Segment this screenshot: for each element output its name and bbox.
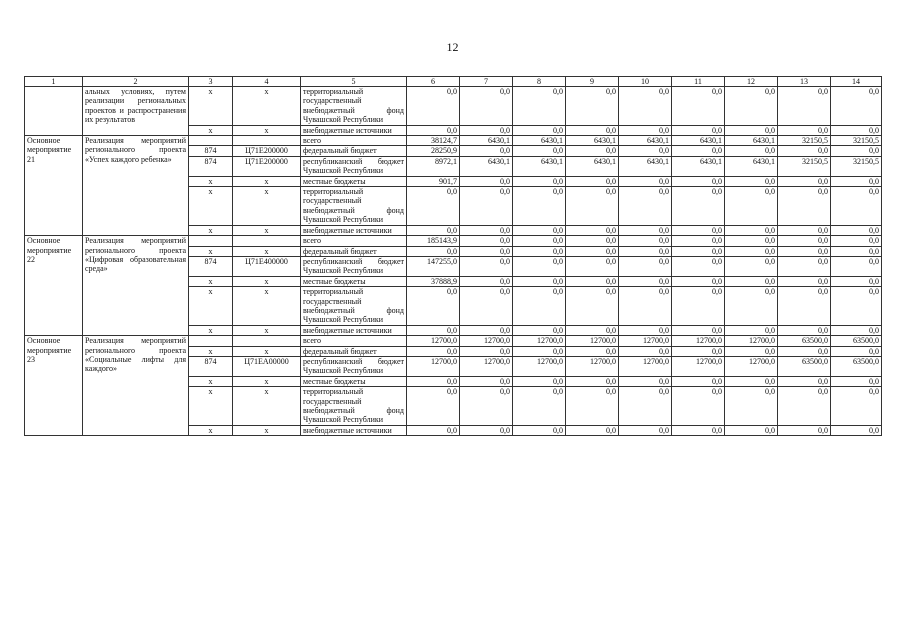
amount-cell: 6430,1 — [566, 136, 619, 146]
amount-cell: 0,0 — [672, 146, 725, 156]
amount-cell: 6430,1 — [619, 136, 672, 146]
funding-source: федеральный бюджет — [301, 346, 407, 356]
amount-cell: 0,0 — [566, 236, 619, 246]
amount-cell: 0,0 — [725, 346, 778, 356]
amount-cell: 12700,0 — [672, 336, 725, 346]
amount-cell: 6430,1 — [619, 156, 672, 176]
amount-cell: 6430,1 — [460, 136, 513, 146]
amount-cell: 6430,1 — [460, 156, 513, 176]
funding-source: территориальный государственный внебюджетный фонд Чувашской Республики — [301, 287, 407, 326]
amount-cell: 0,0 — [778, 146, 831, 156]
amount-cell: 0,0 — [566, 425, 619, 435]
grbs-code: x — [189, 176, 233, 186]
amount-cell: 0,0 — [407, 246, 460, 256]
amount-cell: 0,0 — [513, 325, 566, 335]
event-status: Основное мероприятие 22 — [25, 236, 83, 336]
amount-cell: 0,0 — [460, 346, 513, 356]
budget-classification-code: x — [233, 376, 301, 386]
amount-cell: 0,0 — [619, 246, 672, 256]
budget-classification-code: Ц71Е400000 — [233, 256, 301, 276]
grbs-code: x — [189, 187, 233, 226]
amount-cell: 63500,0 — [778, 336, 831, 346]
amount-cell: 12700,0 — [407, 356, 460, 376]
budget-classification-code — [233, 136, 301, 146]
amount-cell: 0,0 — [619, 225, 672, 235]
funding-source: республиканский бюджет Чувашской Республики — [301, 156, 407, 176]
amount-cell: 0,0 — [672, 376, 725, 386]
amount-cell: 0,0 — [778, 346, 831, 356]
amount-cell: 0,0 — [460, 425, 513, 435]
amount-cell: 0,0 — [407, 376, 460, 386]
funding-source: всего — [301, 136, 407, 146]
amount-cell: 0,0 — [513, 387, 566, 426]
amount-cell: 0,0 — [407, 125, 460, 135]
budget-classification-code: x — [233, 387, 301, 426]
amount-cell: 0,0 — [672, 387, 725, 426]
grbs-code — [189, 336, 233, 346]
amount-cell: 0,0 — [778, 87, 831, 126]
grbs-code: x — [189, 125, 233, 135]
amount-cell: 6430,1 — [672, 156, 725, 176]
amount-cell: 0,0 — [460, 187, 513, 226]
budget-classification-code — [233, 336, 301, 346]
amount-cell: 0,0 — [619, 387, 672, 426]
amount-cell: 32150,5 — [831, 156, 882, 176]
amount-cell: 12700,0 — [407, 336, 460, 346]
amount-cell: 0,0 — [831, 256, 882, 276]
amount-cell: 12700,0 — [619, 356, 672, 376]
grbs-code — [189, 136, 233, 146]
budget-table — [24, 76, 882, 436]
column-header: 4 — [233, 77, 301, 87]
event-status: Основное мероприятие 23 — [25, 336, 83, 436]
event-description: Реализация мероприятий регионального проекта «Цифровая образовательная среда» — [83, 236, 189, 336]
amount-cell: 0,0 — [513, 287, 566, 326]
budget-classification-code: Ц71Е200000 — [233, 146, 301, 156]
amount-cell: 6430,1 — [513, 136, 566, 146]
budget-classification-code: x — [233, 246, 301, 256]
amount-cell: 6430,1 — [566, 156, 619, 176]
budget-classification-code: x — [233, 225, 301, 235]
amount-cell: 0,0 — [460, 276, 513, 286]
amount-cell: 63500,0 — [831, 356, 882, 376]
amount-cell: 0,0 — [725, 125, 778, 135]
amount-cell: 0,0 — [725, 176, 778, 186]
amount-cell: 0,0 — [566, 246, 619, 256]
amount-cell: 6430,1 — [725, 156, 778, 176]
table-row — [25, 136, 882, 146]
table-row — [25, 236, 882, 246]
column-header: 14 — [831, 77, 882, 87]
amount-cell: 0,0 — [513, 87, 566, 126]
grbs-code: x — [189, 287, 233, 326]
funding-source: местные бюджеты — [301, 176, 407, 186]
grbs-code: x — [189, 225, 233, 235]
amount-cell: 0,0 — [619, 256, 672, 276]
column-header: 1 — [25, 77, 83, 87]
amount-cell: 0,0 — [407, 287, 460, 326]
funding-source: всего — [301, 236, 407, 246]
budget-classification-code: x — [233, 87, 301, 126]
event-description: Реализация мероприятий регионального проекта «Успех каждого ребенка» — [83, 136, 189, 236]
amount-cell: 0,0 — [566, 376, 619, 386]
funding-source: республиканский бюджет Чувашской Республики — [301, 356, 407, 376]
amount-cell: 6430,1 — [513, 156, 566, 176]
amount-cell: 0,0 — [460, 225, 513, 235]
budget-classification-code: x — [233, 325, 301, 335]
amount-cell: 0,0 — [513, 187, 566, 226]
amount-cell: 0,0 — [725, 225, 778, 235]
amount-cell: 0,0 — [513, 236, 566, 246]
budget-classification-code: x — [233, 125, 301, 135]
amount-cell: 0,0 — [778, 236, 831, 246]
event-description: Реализация мероприятий регионального проекта «Социальные лифты для каждого» — [83, 336, 189, 436]
amount-cell: 0,0 — [407, 187, 460, 226]
amount-cell: 0,0 — [460, 176, 513, 186]
amount-cell: 0,0 — [778, 325, 831, 335]
amount-cell: 0,0 — [460, 325, 513, 335]
event-status: Основное мероприятие 21 — [25, 136, 83, 236]
amount-cell: 0,0 — [407, 225, 460, 235]
funding-source: федеральный бюджет — [301, 146, 407, 156]
amount-cell: 0,0 — [672, 287, 725, 326]
amount-cell: 0,0 — [513, 376, 566, 386]
table-row — [25, 87, 882, 126]
amount-cell: 0,0 — [619, 87, 672, 126]
column-header: 8 — [513, 77, 566, 87]
amount-cell: 37888,9 — [407, 276, 460, 286]
amount-cell: 0,0 — [619, 176, 672, 186]
amount-cell: 0,0 — [778, 246, 831, 256]
grbs-code: x — [189, 276, 233, 286]
amount-cell: 0,0 — [407, 346, 460, 356]
amount-cell: 0,0 — [619, 125, 672, 135]
amount-cell: 0,0 — [778, 125, 831, 135]
amount-cell: 0,0 — [831, 276, 882, 286]
amount-cell: 0,0 — [725, 376, 778, 386]
amount-cell: 0,0 — [619, 376, 672, 386]
grbs-code: x — [189, 87, 233, 126]
column-header: 3 — [189, 77, 233, 87]
amount-cell: 0,0 — [460, 387, 513, 426]
header-row — [25, 77, 882, 87]
grbs-code: x — [189, 325, 233, 335]
amount-cell: 0,0 — [725, 236, 778, 246]
amount-cell: 6430,1 — [672, 136, 725, 146]
amount-cell: 0,0 — [407, 425, 460, 435]
grbs-code: x — [189, 425, 233, 435]
amount-cell: 0,0 — [513, 225, 566, 235]
amount-cell: 0,0 — [513, 256, 566, 276]
amount-cell: 12700,0 — [460, 356, 513, 376]
amount-cell: 0,0 — [460, 87, 513, 126]
amount-cell: 0,0 — [725, 246, 778, 256]
amount-cell: 0,0 — [831, 376, 882, 386]
amount-cell: 32150,5 — [831, 136, 882, 146]
amount-cell: 0,0 — [566, 225, 619, 235]
amount-cell: 0,0 — [831, 87, 882, 126]
budget-classification-code: x — [233, 425, 301, 435]
amount-cell: 0,0 — [460, 125, 513, 135]
grbs-code: 874 — [189, 256, 233, 276]
amount-cell: 0,0 — [460, 287, 513, 326]
amount-cell: 0,0 — [725, 256, 778, 276]
funding-source: внебюджетные источники — [301, 425, 407, 435]
amount-cell: 0,0 — [513, 246, 566, 256]
amount-cell: 0,0 — [831, 287, 882, 326]
amount-cell: 12700,0 — [566, 356, 619, 376]
amount-cell: 0,0 — [672, 346, 725, 356]
amount-cell: 12700,0 — [672, 356, 725, 376]
column-header: 6 — [407, 77, 460, 87]
funding-source: местные бюджеты — [301, 276, 407, 286]
amount-cell: 0,0 — [566, 346, 619, 356]
grbs-code: 874 — [189, 156, 233, 176]
amount-cell: 0,0 — [513, 346, 566, 356]
amount-cell: 0,0 — [460, 246, 513, 256]
amount-cell: 0,0 — [513, 125, 566, 135]
amount-cell: 0,0 — [672, 236, 725, 246]
funding-source: республиканский бюджет Чувашской Республики — [301, 256, 407, 276]
grbs-code: x — [189, 246, 233, 256]
funding-source: внебюджетные источники — [301, 225, 407, 235]
amount-cell: 0,0 — [619, 287, 672, 326]
budget-classification-code: Ц71Е200000 — [233, 156, 301, 176]
column-header: 9 — [566, 77, 619, 87]
amount-cell: 0,0 — [672, 256, 725, 276]
column-header: 2 — [83, 77, 189, 87]
funding-source: территориальный государственный внебюджетный фонд Чувашской Республики — [301, 87, 407, 126]
funding-source: территориальный государственный внебюджетный фонд Чувашской Республики — [301, 187, 407, 226]
amount-cell: 0,0 — [513, 276, 566, 286]
amount-cell: 38124,7 — [407, 136, 460, 146]
amount-cell: 0,0 — [672, 176, 725, 186]
amount-cell: 0,0 — [619, 346, 672, 356]
grbs-code — [189, 236, 233, 246]
amount-cell: 0,0 — [407, 387, 460, 426]
amount-cell: 0,0 — [513, 425, 566, 435]
grbs-code: 874 — [189, 356, 233, 376]
grbs-code: x — [189, 387, 233, 426]
page-number: 12 — [446, 40, 459, 54]
amount-cell: 0,0 — [619, 236, 672, 246]
amount-cell: 0,0 — [619, 276, 672, 286]
amount-cell: 0,0 — [566, 387, 619, 426]
amount-cell: 8972,1 — [407, 156, 460, 176]
amount-cell: 0,0 — [831, 225, 882, 235]
grbs-code: x — [189, 346, 233, 356]
amount-cell: 0,0 — [672, 187, 725, 226]
amount-cell: 0,0 — [831, 325, 882, 335]
budget-classification-code: x — [233, 176, 301, 186]
amount-cell: 0,0 — [778, 287, 831, 326]
amount-cell: 6430,1 — [725, 136, 778, 146]
amount-cell: 0,0 — [460, 146, 513, 156]
amount-cell: 0,0 — [460, 256, 513, 276]
amount-cell: 0,0 — [566, 287, 619, 326]
amount-cell: 0,0 — [619, 146, 672, 156]
grbs-code: x — [189, 376, 233, 386]
column-header: 10 — [619, 77, 672, 87]
amount-cell: 0,0 — [778, 256, 831, 276]
amount-cell: 0,0 — [831, 246, 882, 256]
amount-cell: 0,0 — [831, 187, 882, 226]
budget-classification-code: x — [233, 276, 301, 286]
amount-cell: 32150,5 — [778, 136, 831, 146]
amount-cell: 0,0 — [619, 325, 672, 335]
funding-source: всего — [301, 336, 407, 346]
amount-cell: 901,7 — [407, 176, 460, 186]
amount-cell: 0,0 — [407, 325, 460, 335]
amount-cell: 0,0 — [672, 87, 725, 126]
amount-cell: 0,0 — [831, 176, 882, 186]
amount-cell: 0,0 — [513, 176, 566, 186]
amount-cell: 0,0 — [778, 187, 831, 226]
amount-cell: 0,0 — [831, 125, 882, 135]
amount-cell: 0,0 — [778, 276, 831, 286]
amount-cell: 0,0 — [778, 425, 831, 435]
amount-cell: 0,0 — [460, 236, 513, 246]
budget-classification-code: x — [233, 187, 301, 226]
amount-cell: 0,0 — [672, 246, 725, 256]
amount-cell: 0,0 — [725, 87, 778, 126]
budget-classification-code: x — [233, 346, 301, 356]
amount-cell: 0,0 — [619, 187, 672, 226]
amount-cell: 12700,0 — [513, 336, 566, 346]
amount-cell: 0,0 — [460, 376, 513, 386]
amount-cell: 0,0 — [672, 425, 725, 435]
amount-cell: 0,0 — [672, 225, 725, 235]
amount-cell: 0,0 — [831, 146, 882, 156]
funding-source: внебюджетные источники — [301, 125, 407, 135]
column-header: 7 — [460, 77, 513, 87]
amount-cell: 63500,0 — [778, 356, 831, 376]
amount-cell: 0,0 — [725, 287, 778, 326]
amount-cell: 12700,0 — [725, 356, 778, 376]
amount-cell: 0,0 — [566, 325, 619, 335]
amount-cell: 0,0 — [725, 276, 778, 286]
amount-cell: 0,0 — [566, 176, 619, 186]
amount-cell: 147255,0 — [407, 256, 460, 276]
amount-cell: 0,0 — [778, 387, 831, 426]
column-header: 13 — [778, 77, 831, 87]
amount-cell: 0,0 — [725, 146, 778, 156]
table-row — [25, 336, 882, 346]
amount-cell: 0,0 — [725, 325, 778, 335]
amount-cell: 0,0 — [778, 376, 831, 386]
table-body — [25, 77, 882, 436]
amount-cell: 0,0 — [566, 256, 619, 276]
amount-cell: 32150,5 — [778, 156, 831, 176]
amount-cell: 0,0 — [778, 176, 831, 186]
column-header: 11 — [672, 77, 725, 87]
budget-classification-code: x — [233, 287, 301, 326]
amount-cell: 0,0 — [566, 187, 619, 226]
event-status — [25, 87, 83, 136]
amount-cell: 0,0 — [672, 276, 725, 286]
amount-cell: 0,0 — [831, 236, 882, 246]
amount-cell: 0,0 — [725, 387, 778, 426]
funding-source: федеральный бюджет — [301, 246, 407, 256]
amount-cell: 0,0 — [778, 225, 831, 235]
amount-cell: 0,0 — [672, 325, 725, 335]
amount-cell: 12700,0 — [566, 336, 619, 346]
amount-cell: 0,0 — [619, 425, 672, 435]
column-header: 12 — [725, 77, 778, 87]
amount-cell: 0,0 — [566, 125, 619, 135]
amount-cell: 0,0 — [566, 276, 619, 286]
amount-cell: 0,0 — [407, 87, 460, 126]
amount-cell: 0,0 — [513, 146, 566, 156]
amount-cell: 0,0 — [831, 425, 882, 435]
amount-cell: 0,0 — [672, 125, 725, 135]
amount-cell: 28250,9 — [407, 146, 460, 156]
amount-cell: 0,0 — [566, 87, 619, 126]
column-header: 5 — [301, 77, 407, 87]
amount-cell: 12700,0 — [619, 336, 672, 346]
amount-cell: 0,0 — [831, 346, 882, 356]
budget-classification-code: Ц71ЕА00000 — [233, 356, 301, 376]
amount-cell: 12700,0 — [513, 356, 566, 376]
amount-cell: 0,0 — [725, 187, 778, 226]
funding-source: местные бюджеты — [301, 376, 407, 386]
amount-cell: 63500,0 — [831, 336, 882, 346]
grbs-code: 874 — [189, 146, 233, 156]
event-description: альных условиях, путем реализации региональных проектов и распространения их результатов — [83, 87, 189, 136]
amount-cell: 0,0 — [566, 146, 619, 156]
amount-cell: 12700,0 — [460, 336, 513, 346]
funding-source: территориальный государственный внебюджетный фонд Чувашской Республики — [301, 387, 407, 426]
amount-cell: 185143,9 — [407, 236, 460, 246]
budget-classification-code — [233, 236, 301, 246]
amount-cell: 12700,0 — [725, 336, 778, 346]
amount-cell: 0,0 — [725, 425, 778, 435]
funding-source: внебюджетные источники — [301, 325, 407, 335]
amount-cell: 0,0 — [831, 387, 882, 426]
